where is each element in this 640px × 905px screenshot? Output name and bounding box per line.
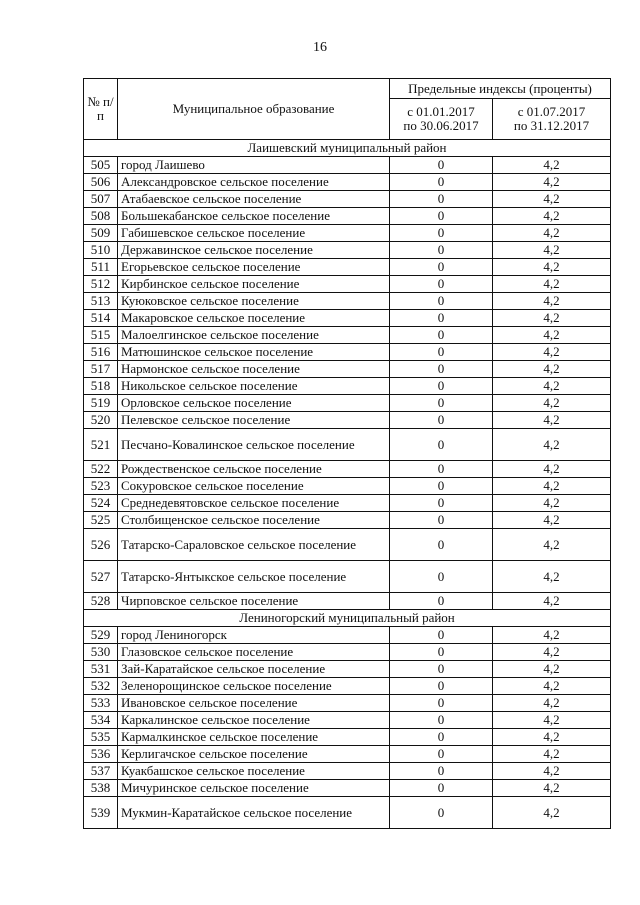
row-number: 517 — [84, 361, 118, 378]
table-row — [84, 678, 611, 695]
index-period-1: 0 — [390, 529, 493, 561]
row-number: 511 — [84, 259, 118, 276]
index-period-1: 0 — [390, 478, 493, 495]
municipality-name: Ивановское сельское поселение — [118, 695, 390, 712]
index-period-1: 0 — [390, 695, 493, 712]
index-period-2: 4,2 — [493, 644, 611, 661]
row-number: 522 — [84, 461, 118, 478]
table-row — [84, 361, 611, 378]
page-number: 16 — [313, 40, 327, 55]
index-period-1: 0 — [390, 712, 493, 729]
index-period-2: 4,2 — [493, 712, 611, 729]
period-1-from: с 01.01.2017 — [407, 104, 475, 119]
table-row — [84, 293, 611, 310]
row-number: 532 — [84, 678, 118, 695]
row-number: 505 — [84, 157, 118, 174]
table-row — [84, 712, 611, 729]
index-period-2: 4,2 — [493, 293, 611, 310]
municipality-name: Татарско-Янтыкское сельское поселение — [118, 561, 390, 593]
row-number: 531 — [84, 661, 118, 678]
municipality-name: Татарско-Сараловское сельское поселение — [118, 529, 390, 561]
municipality-name: Егорьевское сельское поселение — [118, 259, 390, 276]
row-number: 507 — [84, 191, 118, 208]
index-period-2: 4,2 — [493, 661, 611, 678]
index-period-1: 0 — [390, 561, 493, 593]
municipality-name: Рождественское сельское поселение — [118, 461, 390, 478]
header-municipality: Муниципальное образование — [118, 79, 390, 140]
index-period-2: 4,2 — [493, 174, 611, 191]
municipality-name: город Лениногорск — [118, 627, 390, 644]
district-title: Лениногорский муниципальный район — [84, 610, 611, 627]
table-row — [84, 395, 611, 412]
header-number: № п/п — [84, 79, 118, 140]
row-number: 524 — [84, 495, 118, 512]
index-period-1: 0 — [390, 361, 493, 378]
row-number: 539 — [84, 797, 118, 829]
table-row — [84, 208, 611, 225]
municipality-name: Нармонское сельское поселение — [118, 361, 390, 378]
table-row — [84, 627, 611, 644]
table-row — [84, 310, 611, 327]
header-period-2 — [493, 99, 611, 140]
table-row — [84, 157, 611, 174]
index-period-1: 0 — [390, 429, 493, 461]
index-period-1: 0 — [390, 461, 493, 478]
municipality-name: Никольское сельское поселение — [118, 378, 390, 395]
municipality-name: Сокуровское сельское поселение — [118, 478, 390, 495]
tariff-index-table — [83, 78, 611, 829]
row-number: 512 — [84, 276, 118, 293]
row-number: 527 — [84, 561, 118, 593]
index-period-1: 0 — [390, 729, 493, 746]
index-period-1: 0 — [390, 797, 493, 829]
municipality-name: Матюшинское сельское поселение — [118, 344, 390, 361]
index-period-1: 0 — [390, 293, 493, 310]
period-2-from: с 01.07.2017 — [517, 104, 586, 119]
row-number: 518 — [84, 378, 118, 395]
index-period-1: 0 — [390, 259, 493, 276]
row-number: 537 — [84, 763, 118, 780]
index-period-2: 4,2 — [493, 276, 611, 293]
row-number: 519 — [84, 395, 118, 412]
table-row — [84, 461, 611, 478]
index-period-1: 0 — [390, 644, 493, 661]
table-row — [84, 344, 611, 361]
table-row — [84, 225, 611, 242]
row-number: 510 — [84, 242, 118, 259]
index-period-1: 0 — [390, 174, 493, 191]
index-period-2: 4,2 — [493, 191, 611, 208]
municipality-name: Пелевское сельское поселение — [118, 412, 390, 429]
index-period-2: 4,2 — [493, 208, 611, 225]
municipality-name: Мукмин-Каратайское сельское поселение — [118, 797, 390, 829]
table-row — [84, 561, 611, 593]
index-period-2: 4,2 — [493, 242, 611, 259]
index-period-2: 4,2 — [493, 512, 611, 529]
table-row — [84, 763, 611, 780]
district-row — [84, 140, 611, 157]
index-period-1: 0 — [390, 678, 493, 695]
district-row — [84, 610, 611, 627]
table-row — [84, 512, 611, 529]
header-indices: Предельные индексы (проценты) — [390, 79, 611, 99]
municipality-name: Большекабанское сельское поселение — [118, 208, 390, 225]
index-period-2: 4,2 — [493, 429, 611, 461]
row-number: 528 — [84, 593, 118, 610]
row-number: 535 — [84, 729, 118, 746]
municipality-name: Зай-Каратайское сельское поселение — [118, 661, 390, 678]
period-1-to: по 30.06.2017 — [403, 118, 479, 133]
row-number: 513 — [84, 293, 118, 310]
table-row — [84, 644, 611, 661]
index-period-2: 4,2 — [493, 797, 611, 829]
table-row — [84, 746, 611, 763]
index-period-2: 4,2 — [493, 561, 611, 593]
table-row — [84, 429, 611, 461]
index-period-2: 4,2 — [493, 593, 611, 610]
table-row — [84, 276, 611, 293]
municipality-name: Кирбинское сельское поселение — [118, 276, 390, 293]
row-number: 534 — [84, 712, 118, 729]
index-period-2: 4,2 — [493, 746, 611, 763]
row-number: 520 — [84, 412, 118, 429]
row-number: 533 — [84, 695, 118, 712]
table-body — [84, 140, 611, 829]
municipality-name: Куюковское сельское поселение — [118, 293, 390, 310]
index-period-2: 4,2 — [493, 695, 611, 712]
municipality-name: Габишевское сельское поселение — [118, 225, 390, 242]
municipality-name: Глазовское сельское поселение — [118, 644, 390, 661]
table-row — [84, 191, 611, 208]
index-period-1: 0 — [390, 395, 493, 412]
row-number: 523 — [84, 478, 118, 495]
index-period-1: 0 — [390, 512, 493, 529]
municipality-name: Орловское сельское поселение — [118, 395, 390, 412]
municipality-name: Каркалинское сельское поселение — [118, 712, 390, 729]
municipality-name: Керлигачское сельское поселение — [118, 746, 390, 763]
table-row — [84, 412, 611, 429]
table-row — [84, 174, 611, 191]
index-period-1: 0 — [390, 157, 493, 174]
table-row — [84, 327, 611, 344]
index-period-1: 0 — [390, 208, 493, 225]
district-title: Лаишевский муниципальный район — [84, 140, 611, 157]
row-number: 529 — [84, 627, 118, 644]
index-period-2: 4,2 — [493, 412, 611, 429]
index-period-1: 0 — [390, 763, 493, 780]
row-number: 525 — [84, 512, 118, 529]
index-period-2: 4,2 — [493, 627, 611, 644]
table-row — [84, 529, 611, 561]
table-row — [84, 593, 611, 610]
index-period-1: 0 — [390, 242, 493, 259]
index-period-2: 4,2 — [493, 461, 611, 478]
table-row — [84, 259, 611, 276]
row-number: 515 — [84, 327, 118, 344]
index-period-1: 0 — [390, 495, 493, 512]
table-row — [84, 797, 611, 829]
index-period-2: 4,2 — [493, 678, 611, 695]
index-period-2: 4,2 — [493, 529, 611, 561]
table-row — [84, 478, 611, 495]
index-period-2: 4,2 — [493, 310, 611, 327]
index-period-2: 4,2 — [493, 259, 611, 276]
index-period-2: 4,2 — [493, 344, 611, 361]
index-period-1: 0 — [390, 593, 493, 610]
index-period-1: 0 — [390, 412, 493, 429]
municipality-name: Александровское сельское поселение — [118, 174, 390, 191]
municipality-name: Чирповское сельское поселение — [118, 593, 390, 610]
index-period-2: 4,2 — [493, 361, 611, 378]
row-number: 516 — [84, 344, 118, 361]
index-period-2: 4,2 — [493, 495, 611, 512]
index-period-2: 4,2 — [493, 780, 611, 797]
index-period-1: 0 — [390, 310, 493, 327]
index-period-1: 0 — [390, 344, 493, 361]
row-number: 538 — [84, 780, 118, 797]
row-number: 506 — [84, 174, 118, 191]
row-number: 514 — [84, 310, 118, 327]
table-header — [84, 79, 611, 140]
table-row — [84, 695, 611, 712]
municipality-name: Макаровское сельское поселение — [118, 310, 390, 327]
index-period-1: 0 — [390, 780, 493, 797]
municipality-name: Песчано-Ковалинское сельское поселение — [118, 429, 390, 461]
index-period-2: 4,2 — [493, 729, 611, 746]
row-number: 530 — [84, 644, 118, 661]
index-period-1: 0 — [390, 378, 493, 395]
municipality-name: Куакбашское сельское поселение — [118, 763, 390, 780]
index-period-2: 4,2 — [493, 327, 611, 344]
index-period-1: 0 — [390, 661, 493, 678]
municipality-name: Атабаевское сельское поселение — [118, 191, 390, 208]
municipality-name: Мичуринское сельское поселение — [118, 780, 390, 797]
index-period-1: 0 — [390, 225, 493, 242]
row-number: 509 — [84, 225, 118, 242]
table-row — [84, 495, 611, 512]
index-period-1: 0 — [390, 191, 493, 208]
row-number: 521 — [84, 429, 118, 461]
table-row — [84, 242, 611, 259]
municipality-name: Державинское сельское поселение — [118, 242, 390, 259]
municipality-name: Малоелгинское сельское поселение — [118, 327, 390, 344]
municipality-name: Кармалкинское сельское поселение — [118, 729, 390, 746]
index-period-2: 4,2 — [493, 478, 611, 495]
row-number: 526 — [84, 529, 118, 561]
row-number: 536 — [84, 746, 118, 763]
municipality-name: Зеленорощинское сельское поселение — [118, 678, 390, 695]
table-row — [84, 780, 611, 797]
index-period-2: 4,2 — [493, 157, 611, 174]
municipality-name: город Лаишево — [118, 157, 390, 174]
index-period-1: 0 — [390, 627, 493, 644]
table-row — [84, 661, 611, 678]
index-period-2: 4,2 — [493, 378, 611, 395]
municipality-name: Столбищенское сельское поселение — [118, 512, 390, 529]
row-number: 508 — [84, 208, 118, 225]
index-period-2: 4,2 — [493, 763, 611, 780]
table-row — [84, 729, 611, 746]
index-period-1: 0 — [390, 276, 493, 293]
table-row — [84, 378, 611, 395]
period-2-to: по 31.12.2017 — [513, 118, 590, 133]
index-period-1: 0 — [390, 327, 493, 344]
municipality-name: Среднедевятовское сельское поселение — [118, 495, 390, 512]
index-period-2: 4,2 — [493, 225, 611, 242]
index-period-1: 0 — [390, 746, 493, 763]
header-period-1 — [390, 99, 493, 140]
index-period-2: 4,2 — [493, 395, 611, 412]
